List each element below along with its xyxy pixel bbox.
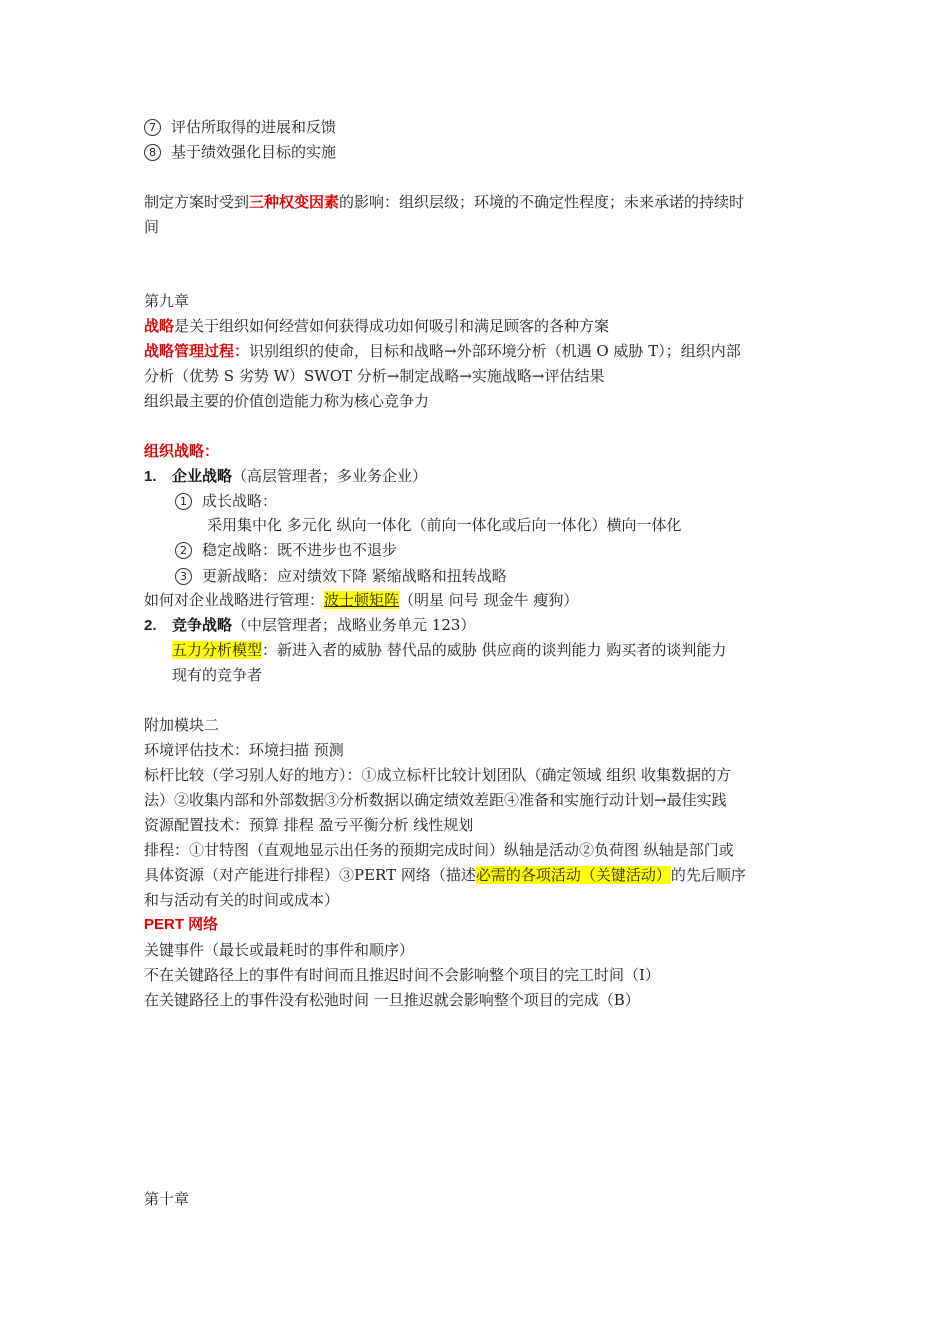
item-number: 2.: [144, 617, 157, 634]
text: 制定方案时受到: [144, 193, 250, 211]
pert-heading: PERT 网络: [144, 916, 219, 933]
scheduling-cont: [144, 864, 746, 886]
text: 如何对企业战略进行管理：: [144, 591, 325, 609]
scheduling: 排程：①甘特图（直观地显示出任务的预期完成时间）纵轴是活动②负荷图 纵轴是部门或: [144, 841, 734, 859]
env-assessment: 环境评估技术：环境扫描 预测: [144, 741, 344, 759]
core-competence: 组织最主要的价值创造能力称为核心竞争力: [144, 392, 430, 410]
item-key: 竞争战略: [172, 616, 233, 634]
circled-number: 7: [144, 119, 161, 136]
list-item: [144, 116, 336, 138]
module-2-title: 附加模块二: [144, 716, 220, 734]
list-item-text: 评估所取得的进展和反馈: [171, 118, 337, 136]
scheduling-cont-2: 和与活动有关的时间或成本）: [144, 891, 340, 909]
pert-line: 不在关键路径上的事件有时间而且推迟时间不会影响整个项目的完工时间（I）: [144, 966, 660, 984]
item-key: 企业战略: [172, 467, 233, 485]
process-line-cont: 分析（优势 S 劣势 W）SWOT 分析→制定战略→实施战略→评估结果: [144, 367, 605, 385]
highlight-term: 五力分析模型: [172, 641, 263, 659]
highlight-term: 战略管理过程：: [144, 342, 250, 360]
text: 更新战略：应对绩效下降 紧缩战略和扭转战略: [202, 567, 507, 585]
item-corporate-strategy: [144, 465, 427, 487]
org-strategy-heading: 组织战略：: [144, 442, 220, 460]
five-forces-line: [172, 639, 726, 661]
highlight-term: 波士顿矩阵: [324, 591, 400, 609]
sub-item: [175, 490, 277, 512]
circled-number: 1: [175, 493, 192, 510]
circled-number: 3: [175, 568, 192, 585]
chapter-9-title: 第九章: [144, 292, 190, 310]
text: （高层管理者；多业务企业）: [232, 467, 428, 485]
strategy-definition: [144, 315, 609, 337]
highlight-term: 必需的各项活动（关键活动）: [475, 866, 671, 884]
circled-number: 8: [144, 144, 161, 161]
highlight-term: 三种权变因素: [249, 193, 340, 211]
text: 识别组织的使命，目标和战略→外部环境分析（机遇 O 威胁 T）；组织内部: [249, 342, 741, 360]
bcg-line: [144, 589, 578, 611]
text: 稳定战略：既不进步也不退步: [202, 541, 398, 559]
growth-detail: 采用集中化 多元化 纵向一体化（前向一体化或后向一体化）横向一体化: [207, 516, 682, 534]
process-line: [144, 340, 741, 362]
text: 的影响：组织层级；环境的不确定性程度；未来承诺的持续时: [339, 193, 745, 211]
pert-line: 关键事件（最长或最耗时的事件和顺序）: [144, 941, 415, 959]
resource-allocation: 资源配置技术：预算 排程 盈亏平衡分析 线性规划: [144, 816, 474, 834]
item-competitive-strategy: [144, 614, 475, 636]
text: 成长战略：: [202, 492, 278, 510]
chapter-10-title: 第十章: [144, 1190, 190, 1208]
text: 是关于组织如何经营如何获得成功如何吸引和满足顾客的各种方案: [174, 317, 610, 335]
text: ：新进入者的威胁 替代品的威胁 供应商的谈判能力 购买者的谈判能力: [262, 641, 727, 659]
list-item: [144, 141, 336, 163]
text: （明星 问号 现金牛 瘦狗）: [399, 591, 579, 609]
pert-line: 在关键路径上的事件没有松弛时间 一旦推迟就会影响整个项目的完成（B）: [144, 991, 640, 1009]
factors-paragraph: [144, 191, 744, 213]
sub-item: [175, 539, 397, 561]
text: 具体资源（对产能进行排程）③PERT 网络（描述: [144, 866, 476, 884]
text: （中层管理者；战略业务单元 123）: [232, 616, 476, 634]
factors-paragraph-cont: 间: [144, 218, 160, 236]
text: 的先后顺序: [670, 866, 746, 884]
benchmarking-cont: 法）②收集内部和外部数据③分析数据以确定绩效差距④准备和实施行动计划→最佳实践: [144, 791, 727, 809]
benchmarking: 标杆比较（学习别人好的地方）：①成立标杆比较计划团队（确定领域 组织 收集数据的方: [144, 766, 732, 784]
sub-item: [175, 565, 507, 587]
item-number: 1.: [144, 468, 157, 485]
list-item-text: 基于绩效强化目标的实施: [171, 143, 337, 161]
five-forces-cont: 现有的竞争者: [172, 666, 263, 684]
circled-number: 2: [175, 542, 192, 559]
highlight-term: 战略: [144, 317, 175, 335]
